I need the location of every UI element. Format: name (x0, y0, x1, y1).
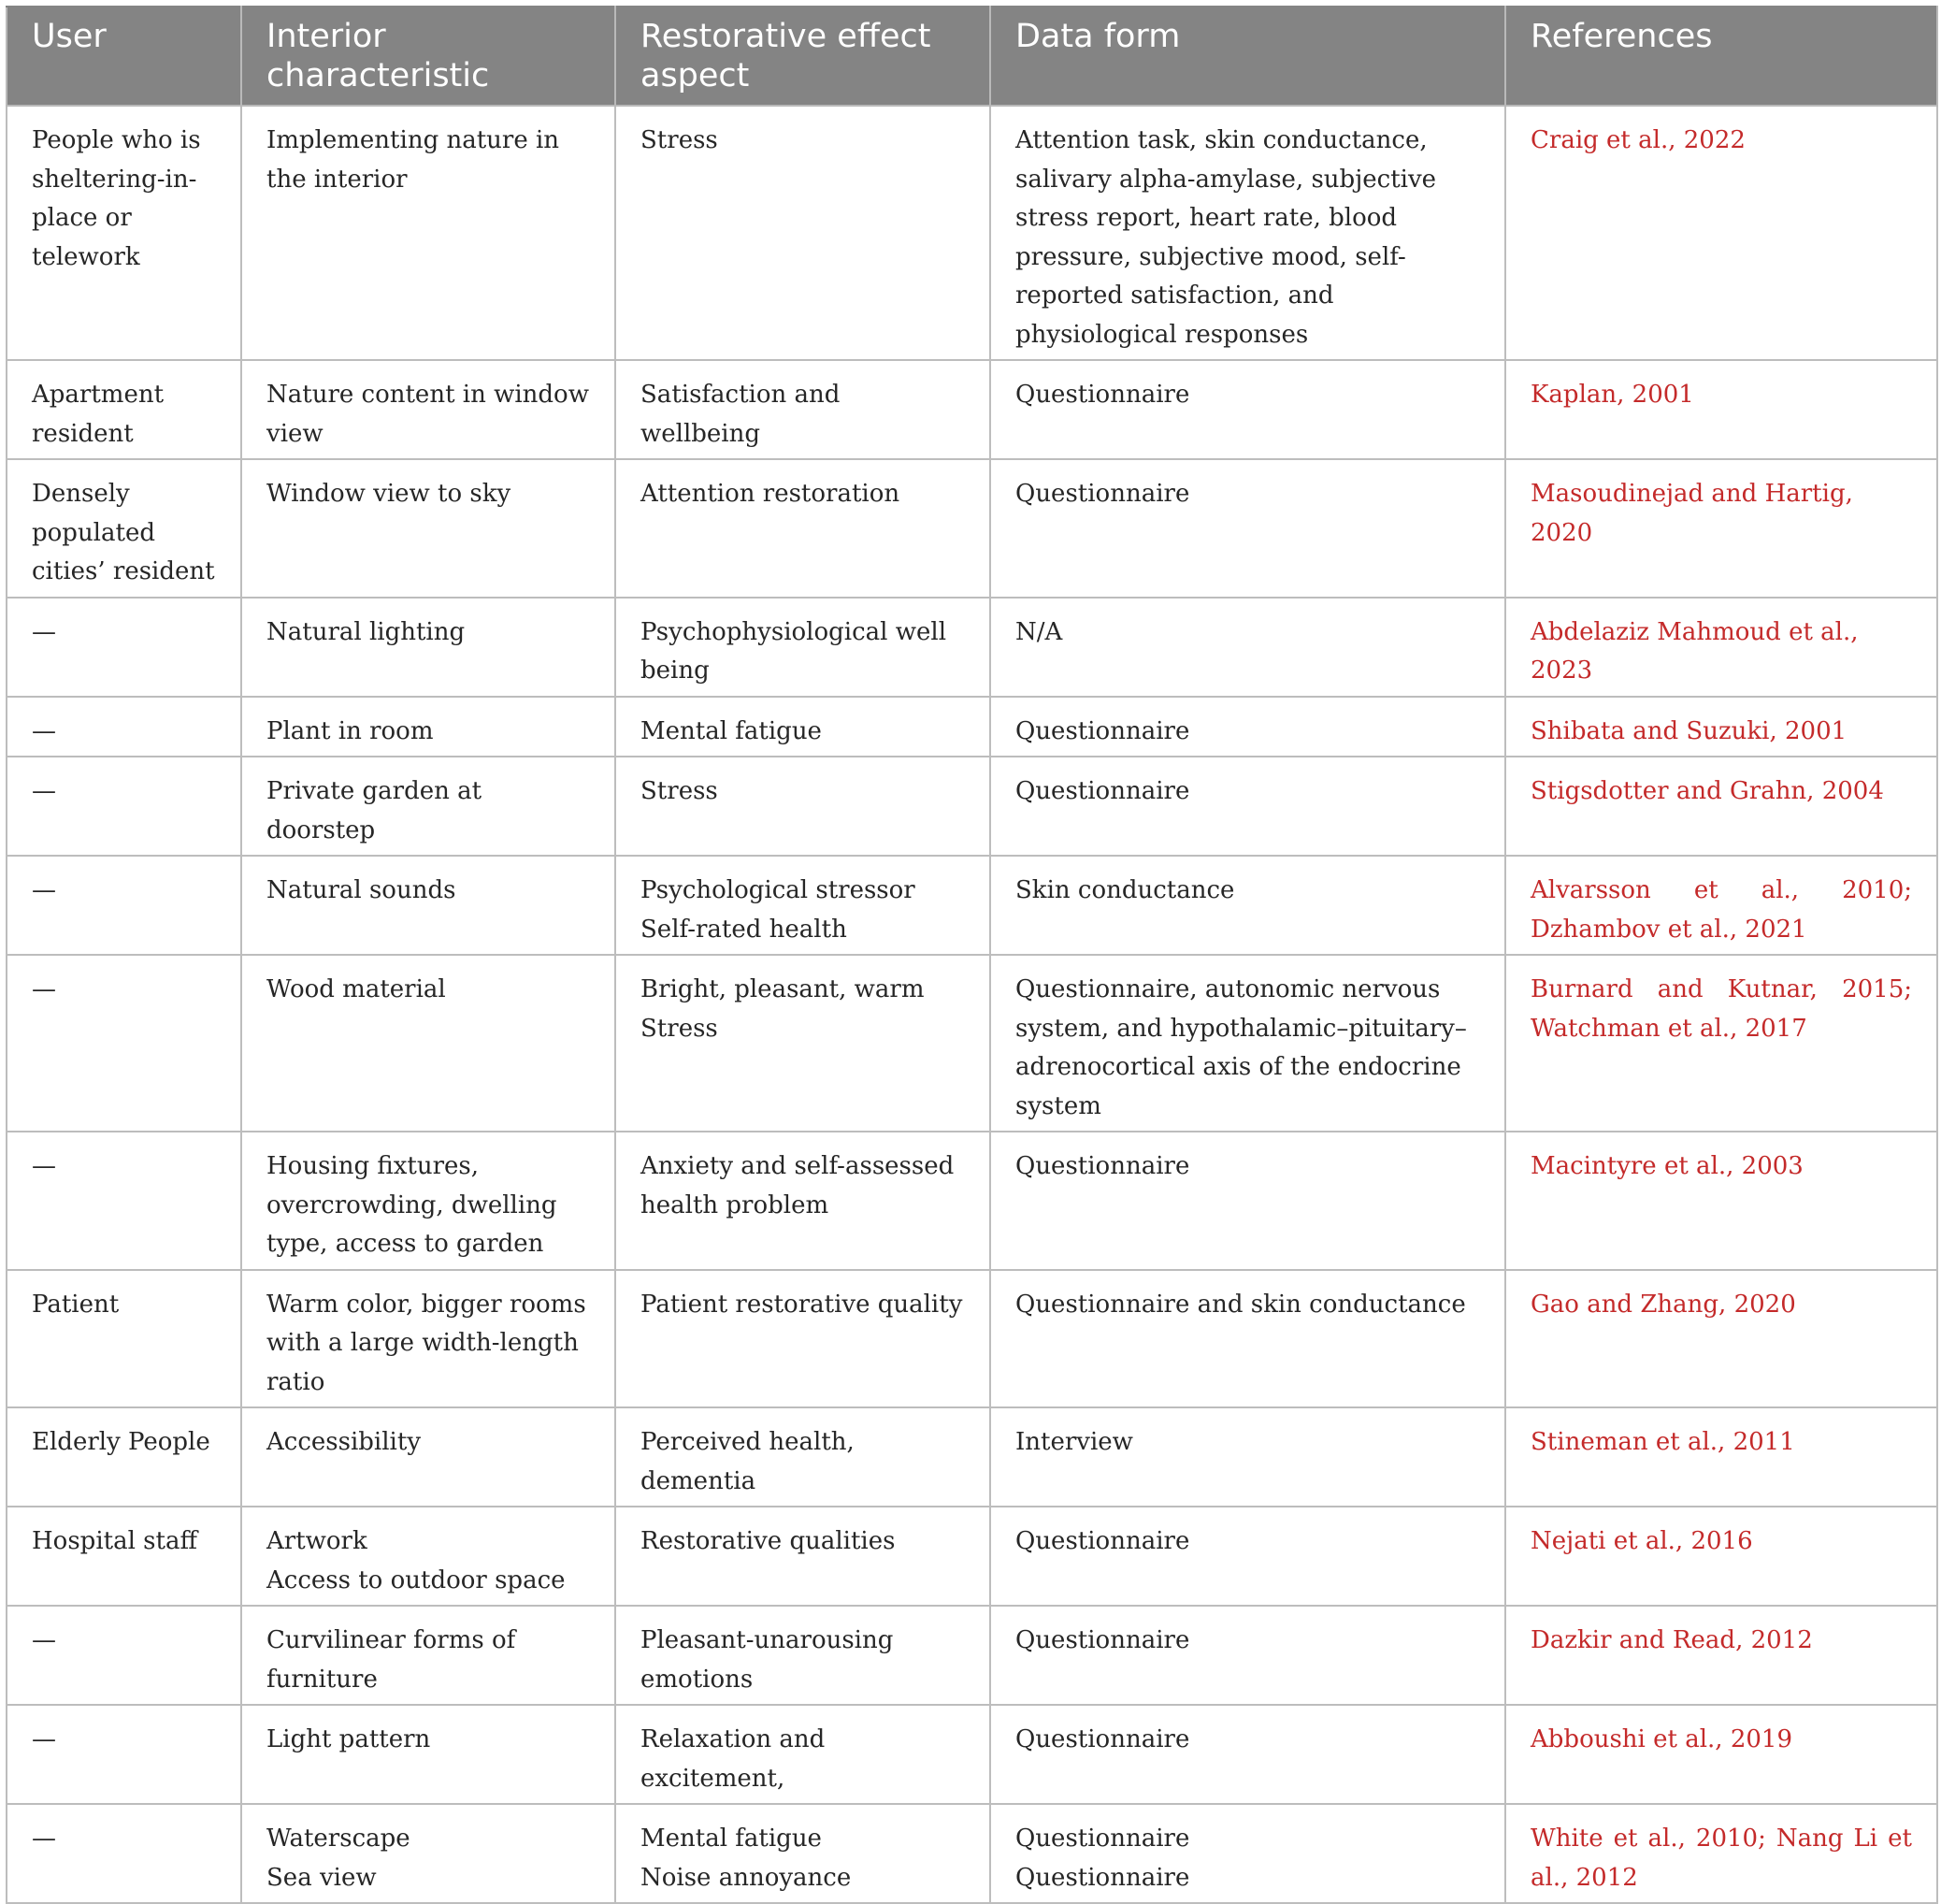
cell-interior: Artwork Access to outdoor space (241, 1507, 615, 1606)
cell-interior: Light pattern (241, 1705, 615, 1804)
cell-interior: Natural lighting (241, 598, 615, 697)
cell-user: — (7, 955, 241, 1132)
cell-user: Elderly People (7, 1407, 241, 1507)
cell-interior: Nature content in window view (241, 360, 615, 459)
header-data-form: Data form (990, 7, 1505, 106)
table-row (7, 598, 1937, 697)
table-row (7, 955, 1937, 1132)
table-row (7, 106, 1937, 360)
cell-interior: Window view to sky (241, 459, 615, 598)
cell-user: — (7, 1132, 241, 1270)
cell-reference-link[interactable]: Gao and Zhang, 2020 (1505, 1270, 1937, 1408)
cell-user: — (7, 757, 241, 856)
cell-reference-link[interactable]: Kaplan, 2001 (1505, 360, 1937, 459)
cell-data-form: Questionnaire (990, 1606, 1505, 1705)
cell-effect: Patient restorative quality (615, 1270, 990, 1408)
table-row (7, 757, 1937, 856)
cell-effect: Stress (615, 757, 990, 856)
cell-user: Apartment resident (7, 360, 241, 459)
table-row (7, 697, 1937, 757)
cell-effect: Psychological stressor Self-rated health (615, 856, 990, 955)
cell-effect: Anxiety and self-assessed health problem (615, 1132, 990, 1270)
cell-effect: Bright, pleasant, warm Stress (615, 955, 990, 1132)
cell-reference-link[interactable]: Abdelaziz Mahmoud et al., 2023 (1505, 598, 1937, 697)
cell-user: — (7, 1606, 241, 1705)
cell-reference-link[interactable]: Stineman et al., 2011 (1505, 1407, 1937, 1507)
cell-data-form: Questionnaire (990, 360, 1505, 459)
cell-user: — (7, 697, 241, 757)
table-row (7, 856, 1937, 955)
cell-data-form: Questionnaire, autonomic nervous system, and hypothalamic–pituitary–adrenocortical axis of the endocrine system (990, 955, 1505, 1132)
cell-reference-link[interactable]: Craig et al., 2022 (1505, 106, 1937, 360)
cell-data-form: Questionnaire and skin conductance (990, 1270, 1505, 1408)
header-references: References (1505, 7, 1937, 106)
cell-reference-link[interactable]: Shibata and Suzuki, 2001 (1505, 697, 1937, 757)
cell-reference-link[interactable]: Abboushi et al., 2019 (1505, 1705, 1937, 1804)
cell-user: — (7, 598, 241, 697)
table-row (7, 1804, 1937, 1903)
table-row (7, 1132, 1937, 1270)
table-row (7, 1606, 1937, 1705)
cell-effect: Perceived health, dementia (615, 1407, 990, 1507)
table-row (7, 1507, 1937, 1606)
cell-data-form: N/A (990, 598, 1505, 697)
cell-user: — (7, 856, 241, 955)
cell-effect: Stress (615, 106, 990, 360)
table-row (7, 1270, 1937, 1408)
table-row (7, 1407, 1937, 1507)
cell-reference-link[interactable]: Stigsdotter and Grahn, 2004 (1505, 757, 1937, 856)
cell-data-form: Interview (990, 1407, 1505, 1507)
cell-interior: Natural sounds (241, 856, 615, 955)
header-user: User (7, 7, 241, 106)
cell-reference-link[interactable]: Alvarsson et al., 2010; Dzhambov et al., 2021 (1505, 856, 1937, 955)
cell-interior: Curvilinear forms of furniture (241, 1606, 615, 1705)
table-row (7, 360, 1937, 459)
cell-user: Densely populated cities’ resident (7, 459, 241, 598)
cell-effect: Mental fatigue (615, 697, 990, 757)
cell-reference-link[interactable]: Dazkir and Read, 2012 (1505, 1606, 1937, 1705)
cell-data-form: Questionnaire Questionnaire (990, 1804, 1505, 1903)
cell-effect: Relaxation and excitement, (615, 1705, 990, 1804)
cell-interior: Wood material (241, 955, 615, 1132)
cell-data-form: Attention task, skin conductance, salivary alpha-amylase, subjective stress report, heart rate, blood pressure, subjective mood, self-reported satisfaction, and physiological responses (990, 106, 1505, 360)
cell-interior: Plant in room (241, 697, 615, 757)
cell-effect: Restorative qualities (615, 1507, 990, 1606)
header-interior-characteristic: Interior characteristic (241, 7, 615, 106)
cell-data-form: Questionnaire (990, 1132, 1505, 1270)
cell-data-form: Questionnaire (990, 757, 1505, 856)
header-row (7, 7, 1937, 106)
cell-effect: Pleasant-unarousing emotions (615, 1606, 990, 1705)
cell-effect: Satisfaction and wellbeing (615, 360, 990, 459)
cell-data-form: Questionnaire (990, 1705, 1505, 1804)
cell-user: People who is sheltering-in-place or telework (7, 106, 241, 360)
cell-user: — (7, 1804, 241, 1903)
table-row (7, 459, 1937, 598)
table-header (7, 7, 1937, 106)
cell-interior: Warm color, bigger rooms with a large width-length ratio (241, 1270, 615, 1408)
cell-interior: Waterscape Sea view (241, 1804, 615, 1903)
cell-user: — (7, 1705, 241, 1804)
header-restorative-effect-aspect: Restorative effect aspect (615, 7, 990, 106)
cell-interior: Private garden at doorstep (241, 757, 615, 856)
cell-effect: Mental fatigue Noise annoyance (615, 1804, 990, 1903)
cell-interior: Implementing nature in the interior (241, 106, 615, 360)
cell-data-form: Questionnaire (990, 459, 1505, 598)
cell-data-form: Questionnaire (990, 697, 1505, 757)
cell-data-form: Skin conductance (990, 856, 1505, 955)
cell-reference-link[interactable]: White et al., 2010; Nang Li et al., 2012 (1505, 1804, 1937, 1903)
cell-reference-link[interactable]: Burnard and Kutnar, 2015; Watchman et al., 2017 (1505, 955, 1937, 1132)
table-body (7, 106, 1937, 1903)
cell-data-form: Questionnaire (990, 1507, 1505, 1606)
restorative-effects-table (6, 6, 1938, 1904)
cell-reference-link[interactable]: Masoudinejad and Hartig, 2020 (1505, 459, 1937, 598)
cell-interior: Accessibility (241, 1407, 615, 1507)
cell-user: Patient (7, 1270, 241, 1408)
cell-reference-link[interactable]: Nejati et al., 2016 (1505, 1507, 1937, 1606)
cell-user: Hospital staff (7, 1507, 241, 1606)
cell-reference-link[interactable]: Macintyre et al., 2003 (1505, 1132, 1937, 1270)
cell-interior: Housing fixtures, overcrowding, dwelling type, access to garden (241, 1132, 615, 1270)
cell-effect: Psychophysiological well being (615, 598, 990, 697)
cell-effect: Attention restoration (615, 459, 990, 598)
